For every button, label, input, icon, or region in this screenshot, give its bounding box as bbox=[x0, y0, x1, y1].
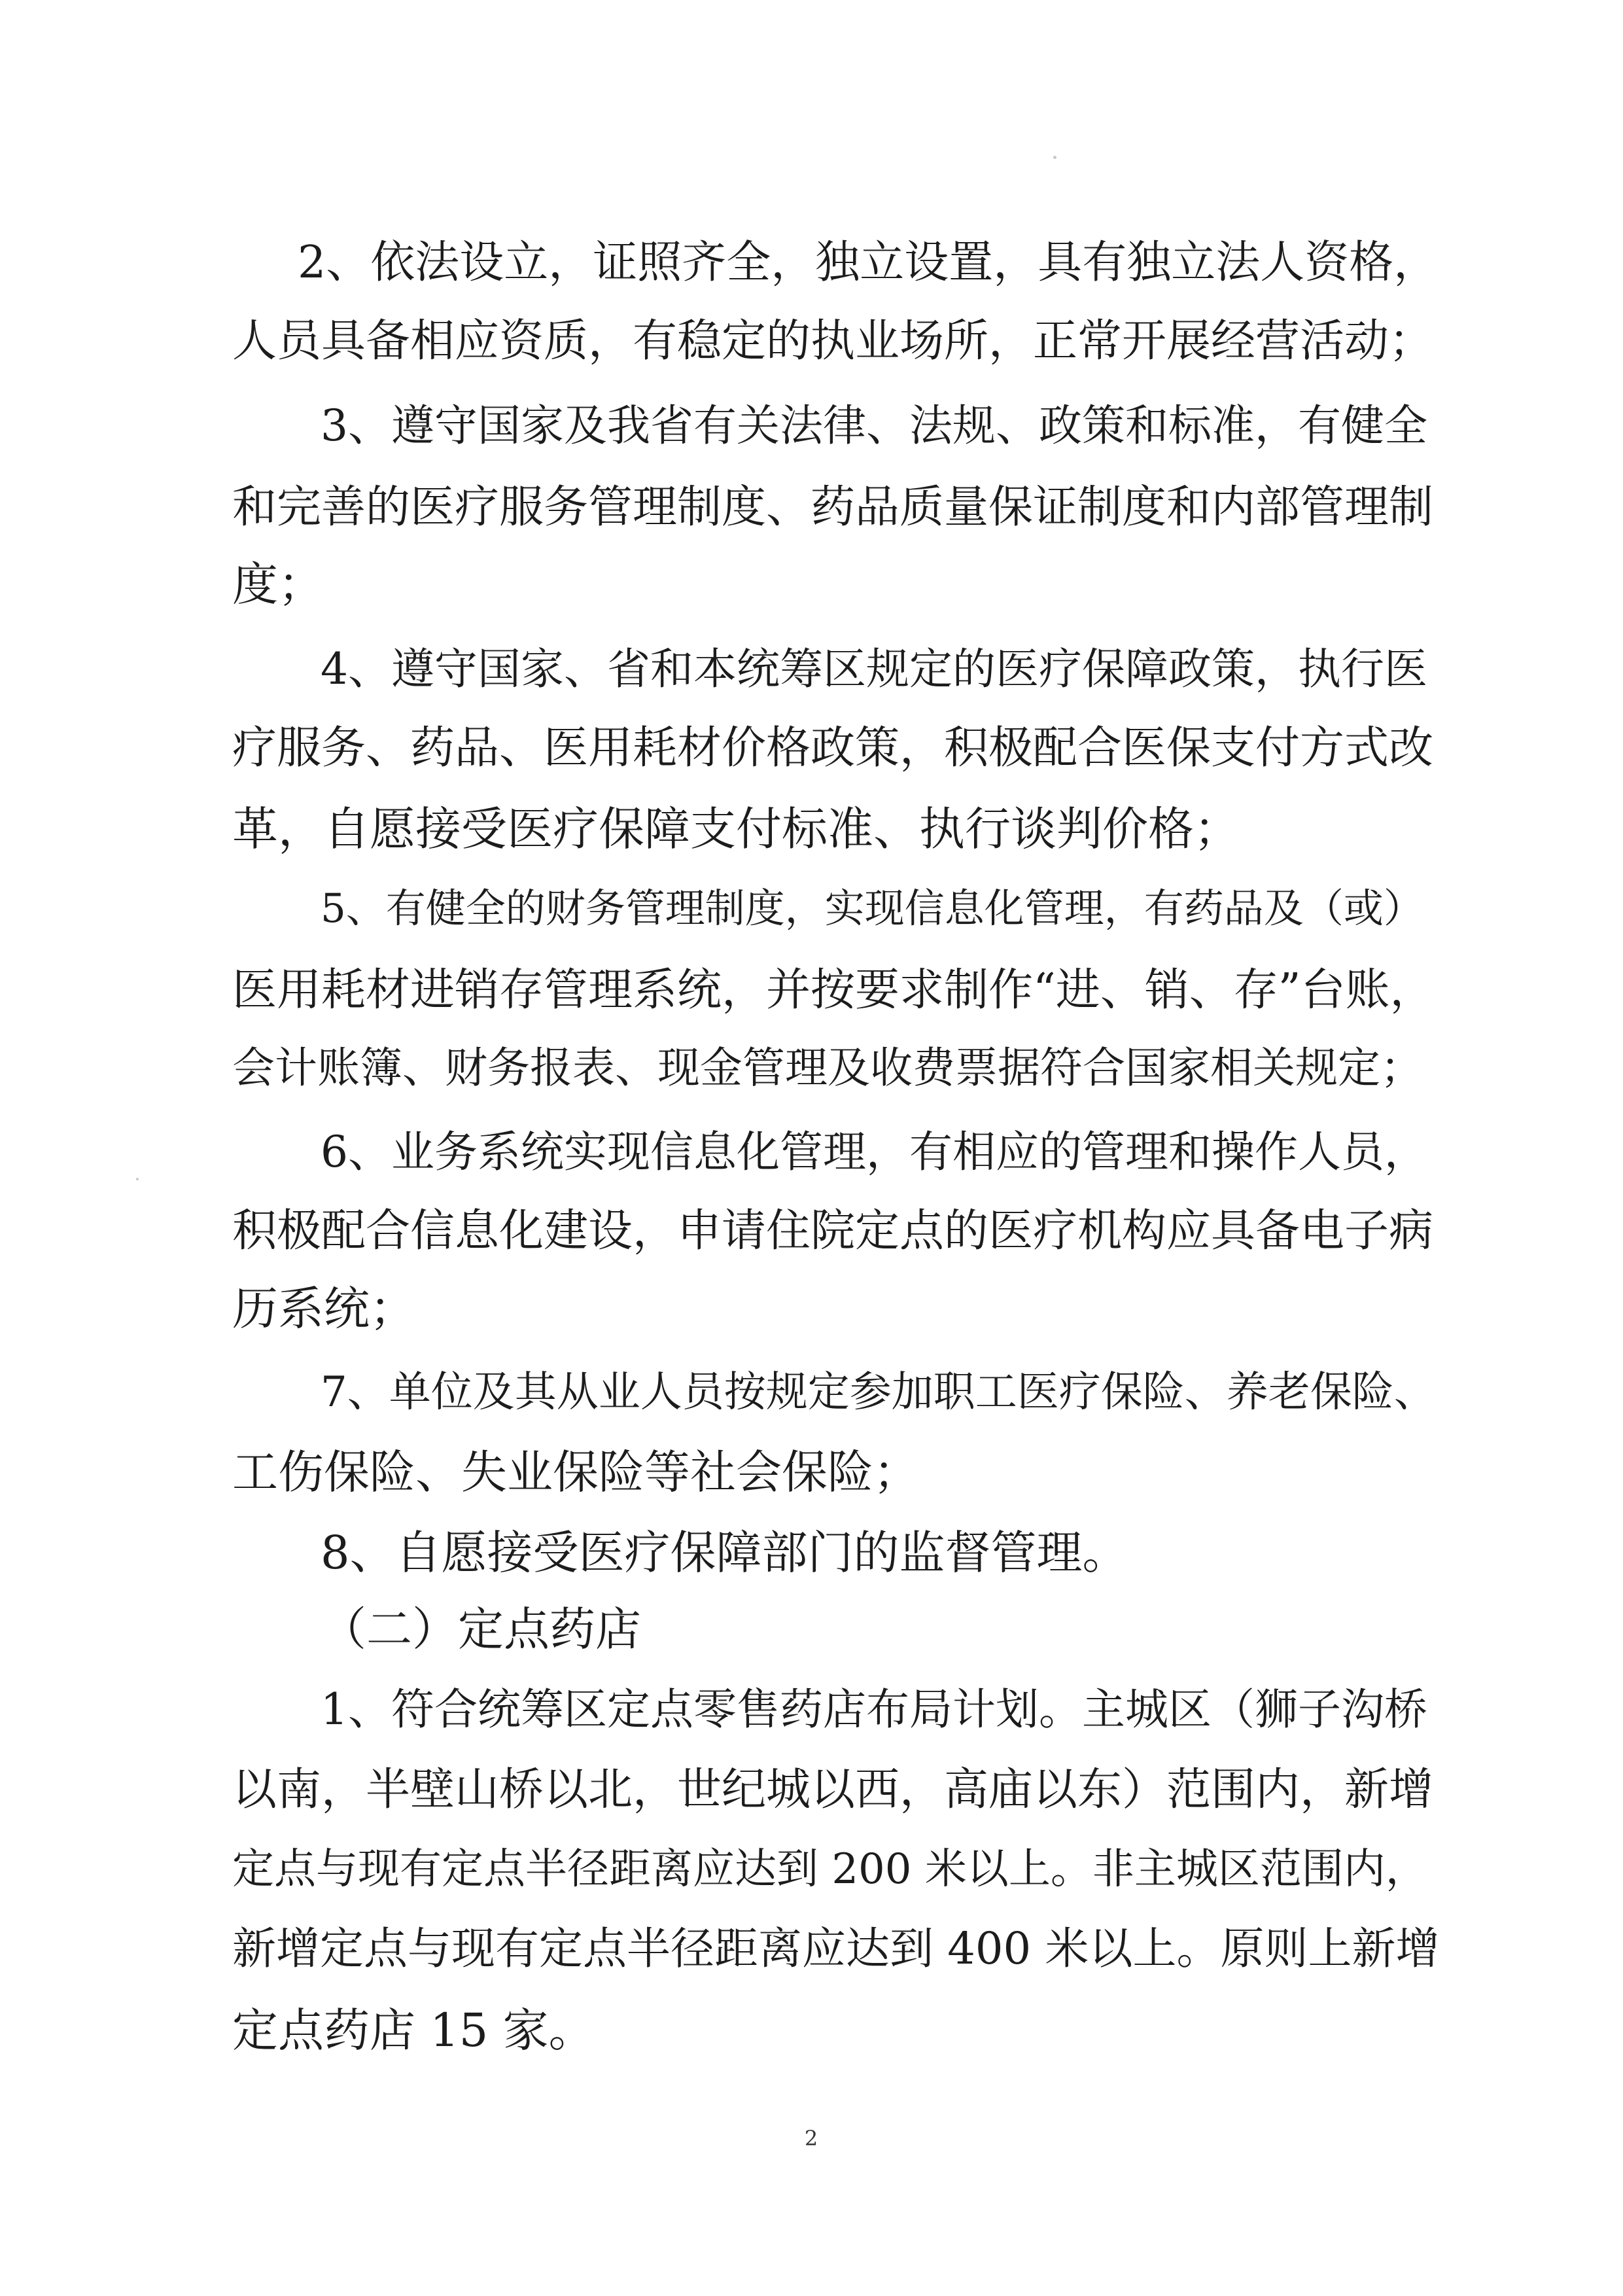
text-line-23: 定点药店 15 家。 bbox=[232, 2004, 595, 2057]
text-line-1: 2、依法设立，证照齐全，独立设置，具有独立法人资格， bbox=[298, 237, 1439, 289]
text-line-9: 5、有健全的财务管理制度，实现信息化管理，有药品及（或） bbox=[321, 885, 1423, 932]
page-number: 2 bbox=[804, 2126, 818, 2151]
text-line-20: 以南，半壁山桥以北，世纪城以西，高庙以东）范围内，新增 bbox=[232, 1764, 1434, 1816]
text-line-15: 7、单位及其从业人员按规定参加职工医疗保险、养老保险、 bbox=[321, 1368, 1436, 1417]
text-line-19: 1、符合统筹区定点零售药店布局计划。主城区（狮子沟桥 bbox=[321, 1684, 1427, 1735]
text-line-4: 和完善的医疗服务管理制度、药品质量保证制度和内部管理制 bbox=[232, 482, 1434, 533]
section-heading-pharmacy: （二）定点药店 bbox=[321, 1602, 641, 1656]
text-line-17: 8、自愿接受医疗保障部门的监督管理。 bbox=[321, 1526, 1128, 1580]
text-line-12: 6、业务系统实现信息化管理，有相应的管理和操作人员， bbox=[321, 1127, 1427, 1177]
text-line-16: 工伤保险、失业保险等社会保险； bbox=[232, 1445, 919, 1499]
scan-speck bbox=[1053, 156, 1056, 159]
text-line-2: 人员具备相应资质，有稳定的执业场所，正常开展经营活动； bbox=[232, 315, 1434, 367]
scan-speck bbox=[136, 1178, 139, 1180]
text-line-11: 会计账簿、财务报表、现金管理及收费票据符合国家相关规定； bbox=[232, 1044, 1423, 1093]
text-line-10: 医用耗材进销存管理系统，并按要求制作“进、销、存”台账， bbox=[232, 964, 1435, 1016]
text-line-14: 历系统； bbox=[232, 1282, 415, 1335]
text-line-6: 4、遵守国家、省和本统筹区规定的医疗保障政策，执行医 bbox=[321, 644, 1427, 694]
text-line-5: 度； bbox=[232, 557, 324, 611]
text-line-7: 疗服务、药品、医用耗材价格政策，积极配合医保支付方式改 bbox=[232, 722, 1434, 774]
text-line-22: 新增定点与现有定点半径距离应达到 400 米以上。原则上新增 bbox=[232, 1923, 1440, 1974]
text-line-21: 定点与现有定点半径距离应达到 200 米以上。非主城区范围内， bbox=[232, 1845, 1427, 1894]
text-line-3: 3、遵守国家及我省有关法律、法规、政策和标准，有健全 bbox=[321, 400, 1427, 451]
text-line-13: 积极配合信息化建设，申请住院定点的医疗机构应具备电子病 bbox=[232, 1205, 1434, 1257]
text-line-8: 革，自愿接受医疗保障支付标准、执行谈判价格； bbox=[232, 802, 1240, 856]
